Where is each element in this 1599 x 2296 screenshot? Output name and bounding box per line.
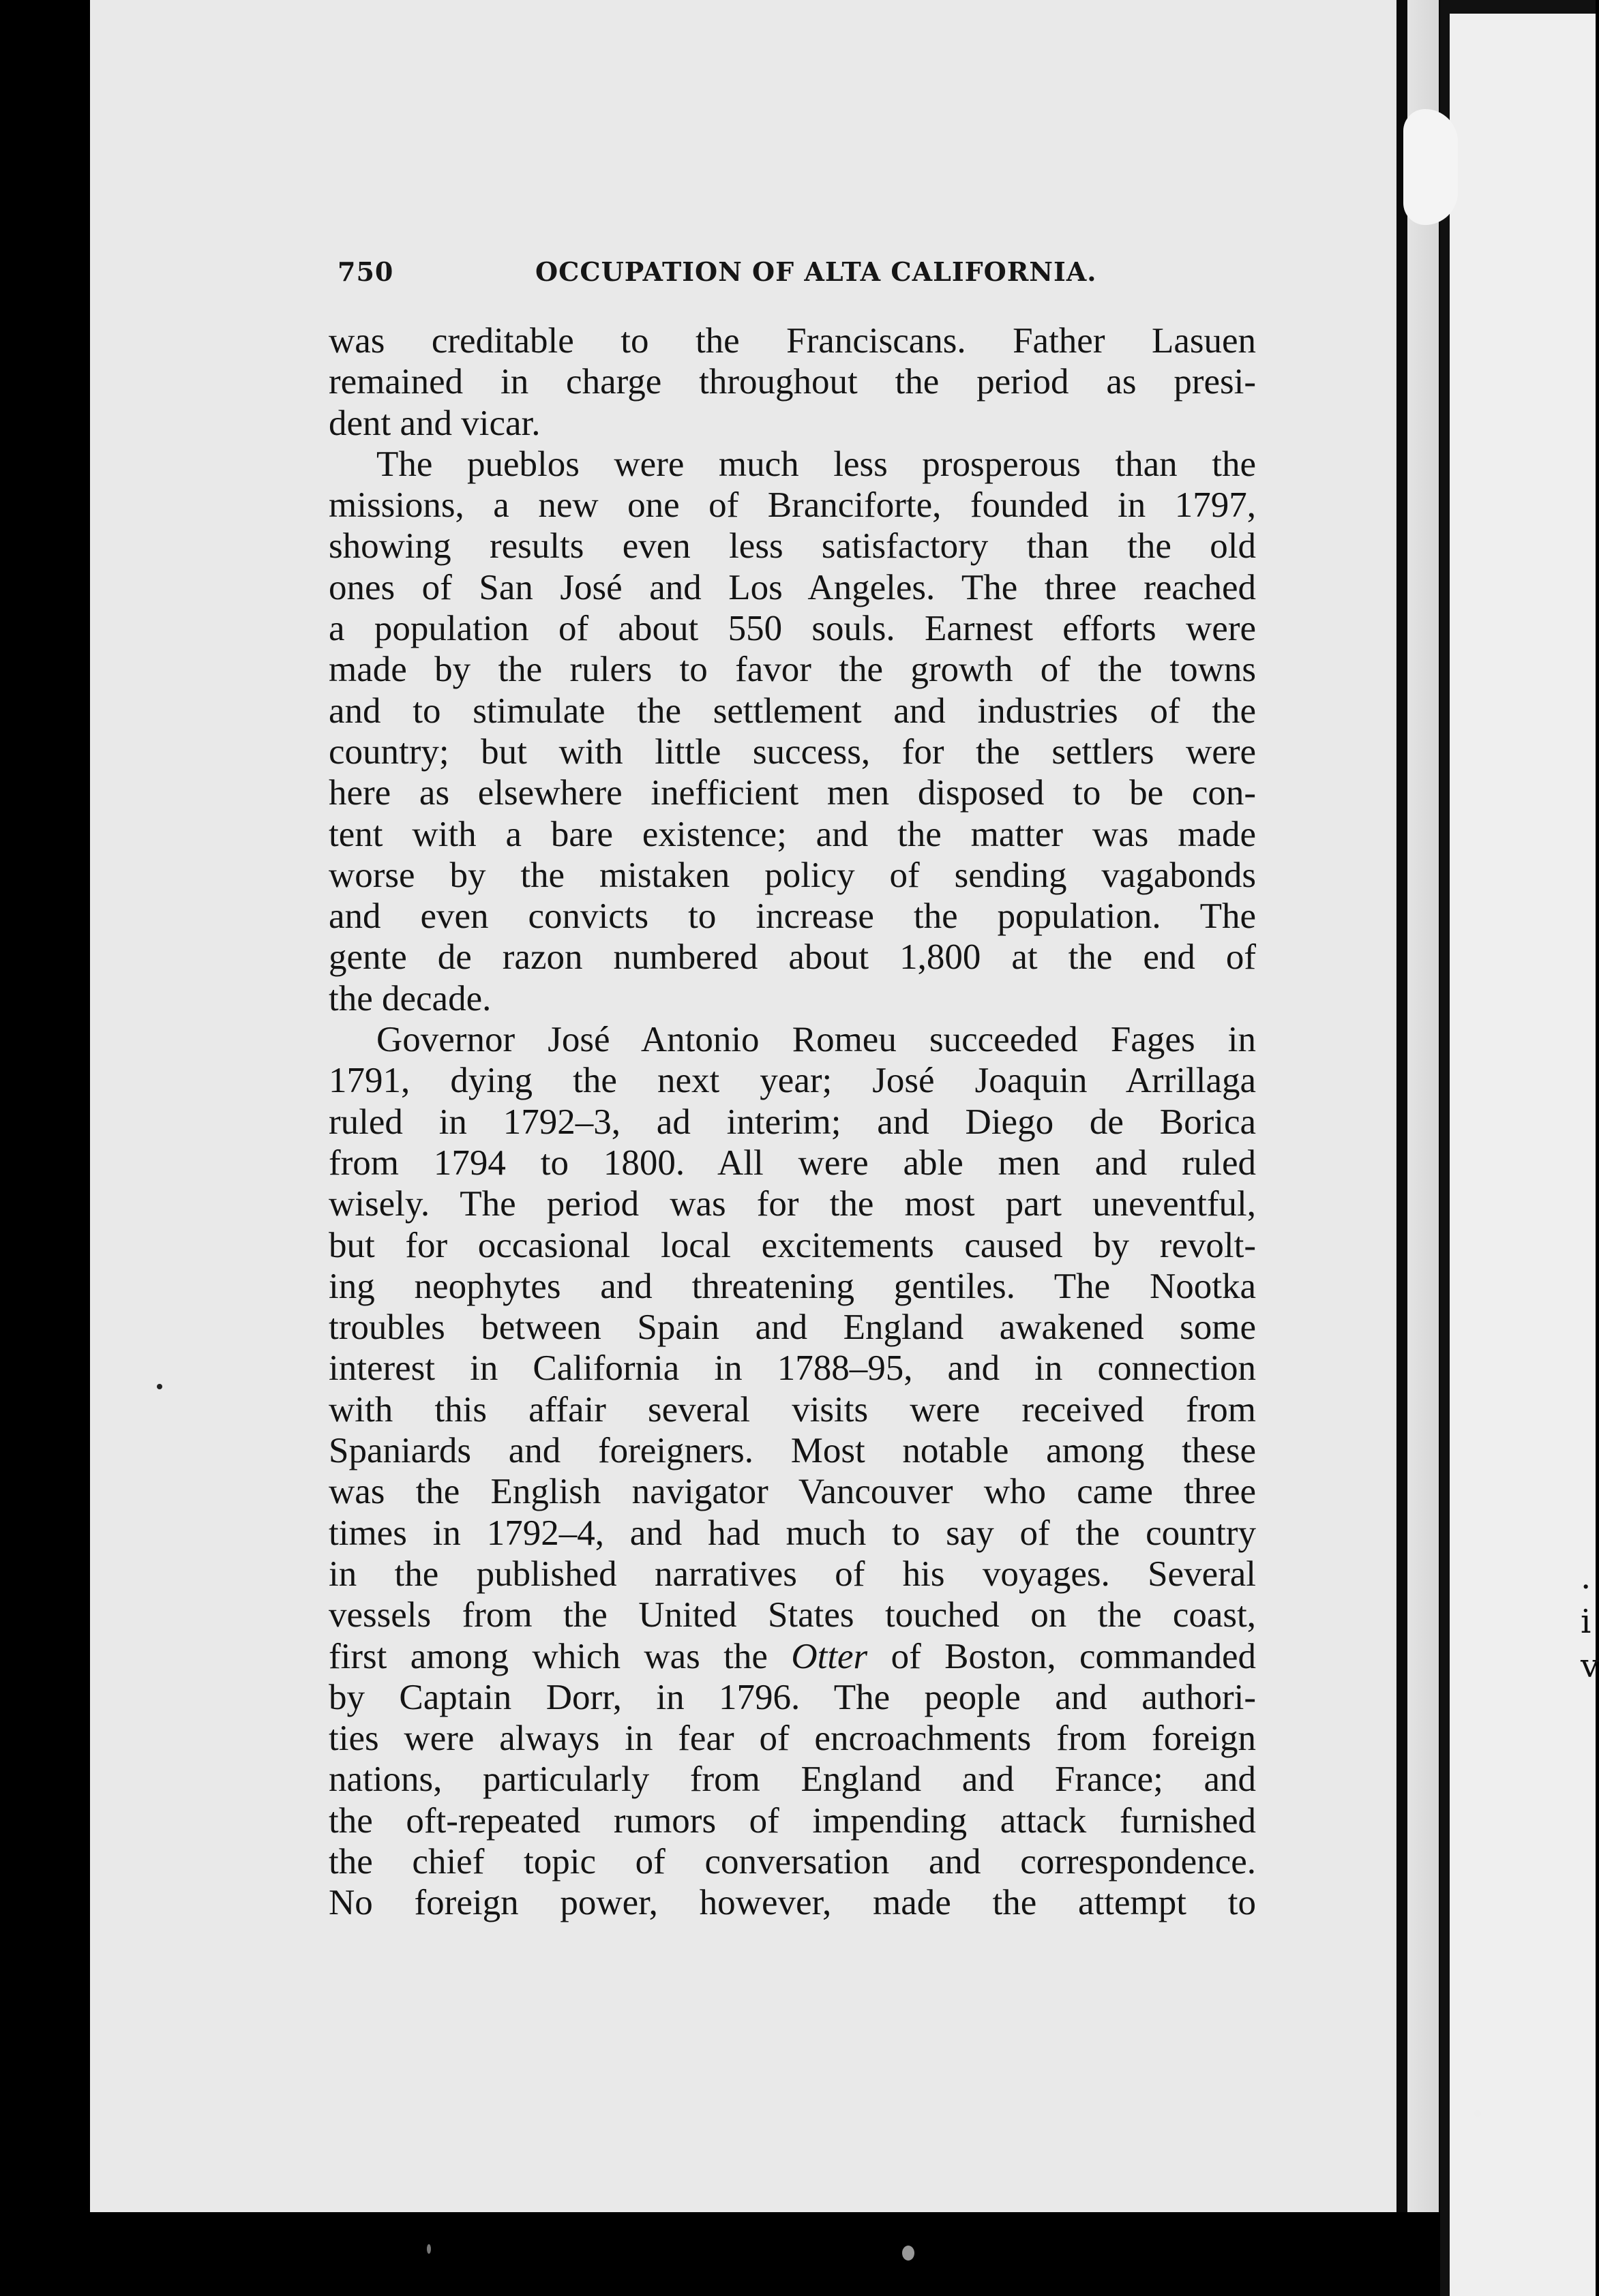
ship-name-italic: Otter — [791, 1636, 868, 1676]
page-number: 750 — [338, 256, 394, 287]
adjacent-page-char: v — [1581, 1647, 1599, 1685]
text-line: in the published narratives of his voyages. Several — [329, 1554, 1256, 1594]
running-head — [338, 256, 1265, 297]
text-line: wisely. The period was for the most part uneventful, — [329, 1184, 1256, 1224]
adjacent-page-char: i — [1581, 1603, 1591, 1641]
text-line: Spaniards and foreigners. Most notable among these — [329, 1431, 1256, 1471]
text-line: worse by the mistaken policy of sending vagabonds — [329, 855, 1256, 895]
running-title: OCCUPATION OF ALTA CALIFORNIA. — [535, 256, 1097, 287]
text-line: showing results even less satisfactory than the old — [329, 526, 1256, 567]
text-line: a population of about 550 souls. Earnest efforts were — [329, 609, 1256, 649]
text-line: missions, a new one of Branciforte, founded in 1797, — [329, 485, 1256, 526]
text-line: gente de razon numbered about 1,800 at the end of — [329, 937, 1256, 978]
text-line: the chief topic of conversation and correspondence. — [329, 1841, 1256, 1882]
adjacent-page — [1440, 0, 1596, 2296]
text-line: from 1794 to 1800. All were able men and ruled — [329, 1143, 1256, 1183]
scan-speck — [157, 1384, 162, 1389]
page-divider — [1396, 0, 1407, 2212]
text-line: the oft-repeated rumors of impending attack furnished — [329, 1800, 1256, 1841]
text-line: by Captain Dorr, in 1796. The people and authori- — [329, 1677, 1256, 1717]
text-line: was the English navigator Vancouver who came three — [329, 1472, 1256, 1512]
text-line: nations, particularly from England and France; and — [329, 1759, 1256, 1800]
text-line: country; but with little success, for the settlers were — [329, 731, 1256, 772]
text-line: the decade. — [329, 978, 492, 1018]
paper-blotch — [1403, 109, 1458, 225]
text-line: 1791, dying the next year; José Joaquin Arrillaga — [329, 1061, 1256, 1101]
text-line: and even convicts to increase the population. The — [329, 896, 1256, 937]
text-line: The pueblos were much less prosperous than the — [376, 444, 1256, 484]
scan-bottom-margin — [0, 2212, 1440, 2296]
text-line: ties were always in fear of encroachments from foreign — [329, 1719, 1256, 1759]
text-line: ing neophytes and threatening gentiles. The Nootka — [329, 1266, 1256, 1306]
text-line: Governor José Antonio Romeu succeeded Fages in — [376, 1020, 1256, 1060]
text-line: made by the rulers to favor the growth of the towns — [329, 650, 1256, 690]
text-line: and to stimulate the settlement and industries of the — [329, 691, 1256, 731]
text-line: vessels from the United States touched on the coast, — [329, 1595, 1256, 1635]
text-line: ruled in 1792–3, ad interim; and Diego de Borica — [329, 1102, 1256, 1142]
text-line: times in 1792–4, and had much to say of the country — [329, 1513, 1256, 1553]
text-line: dent and vicar. — [329, 403, 541, 443]
text-line: tent with a bare existence; and the matter was made — [329, 814, 1256, 854]
text-line: here as elsewhere inefficient men disposed to be con- — [329, 773, 1256, 813]
text-line: interest in California in 1788–95, and in connection — [329, 1348, 1256, 1389]
adjacent-page-left-edge — [1440, 14, 1450, 2296]
adjacent-page-top-edge — [1440, 0, 1596, 14]
text-line: troubles between Spain and England awakened some — [329, 1308, 1256, 1348]
scan-speck — [1474, 2110, 1481, 2117]
text-segment: first among which was the — [329, 1636, 792, 1676]
scan-speck — [427, 2244, 431, 2254]
text-segment: of Boston, commanded — [867, 1636, 1256, 1676]
text-line: but for occasional local excitements caused by revolt- — [329, 1225, 1256, 1265]
text-line — [329, 1636, 1256, 1677]
scan-speck — [902, 2246, 914, 2261]
body-text — [329, 320, 1256, 1924]
text-line: remained in charge throughout the period as presi- — [329, 362, 1256, 402]
text-line: with this affair several visits were received from — [329, 1389, 1256, 1430]
text-line: ones of San José and Los Angeles. The three reached — [329, 567, 1256, 607]
text-line: was creditable to the Franciscans. Father Lasuen — [329, 321, 1256, 361]
adjacent-page-char: . — [1581, 1558, 1591, 1597]
text-line: No foreign power, however, made the attempt to — [329, 1883, 1256, 1923]
